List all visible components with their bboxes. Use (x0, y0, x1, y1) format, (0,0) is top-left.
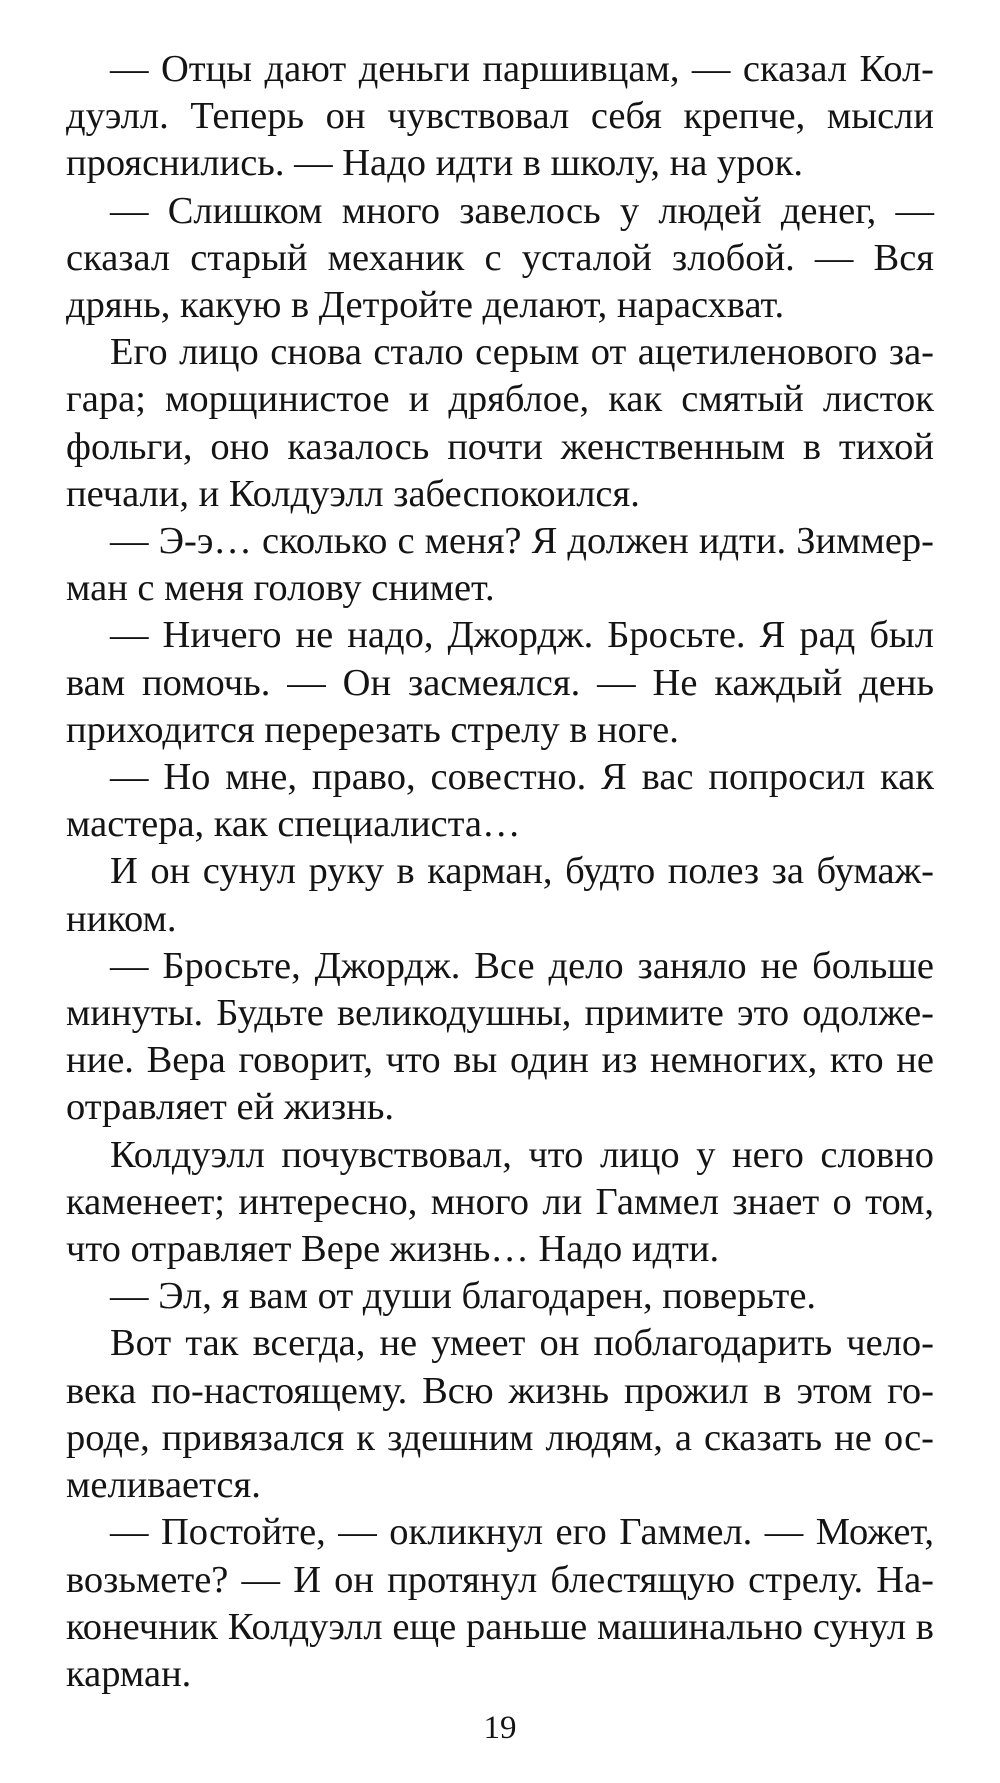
paragraph: — Эл, я вам от души благодарен, поверьте. (110, 1275, 817, 1318)
paragraph: — Но мне, право, совестно. Я вас попросил как мастера, как специалиста… (66, 756, 934, 846)
paragraph: Его лицо снова стало серым от ацетиленового загара; морщинистое и дряблое, как смятый листок фольги, оно казалось почти женственным в тихой печали, и Колдуэлл забеспокоился. (66, 331, 934, 515)
paragraph: Вот так всегда, не умеет он поблагодарить человека по-настоящему. Всю жизнь прожил в этом городе, привязался к здешним людям, а сказать не осмеливается. (66, 1322, 934, 1507)
paragraph: — Отцы дают деньги паршивцам, — сказал Колдуэлл. Теперь он чувствовал себя крепче, мысли прояснились. — Надо идти в школу, на урок. (66, 48, 934, 185)
paragraph: — Бросьте, Джордж. Все дело заняло не больше минуты. Будьте великодушны, примите это одолжение. Вера говорит, что вы один из немногих, кто не отравляет ей жизнь. (66, 944, 934, 1129)
body-text (66, 46, 934, 1698)
page-number: 19 (483, 1710, 517, 1746)
paragraph: И он сунул руку в карман, будто полез за бумажником. (66, 850, 934, 940)
paragraph: — Ничего не надо, Джордж. Бросьте. Я рад был вам помочь. — Он засмеялся. — Не каждый день приходится перерезать стрелу в ноге. (66, 614, 934, 751)
paragraph: — Слишком много завелось у людей денег, — сказал старый механик с усталой злобой. — Вся дрянь, какую в Детройте делают, нарасхват. (66, 189, 934, 327)
paragraph: — Постойте, — окликнул его Гаммел. — Может, возьмете? — И он протянул блестящую стрелу. Наконечник Колдуэлл еще раньше машинально сунул в карман. (66, 1511, 934, 1695)
paragraph: — Э-э… сколько с меня? Я должен идти. Зиммерман с меня голову снимет. (66, 520, 934, 610)
paragraph: Колдуэлл почувствовал, что лицо у него словно каменеет; интересно, много ли Гаммел знает о том, что отравляет Вере жизнь… Надо идти. (66, 1133, 934, 1271)
